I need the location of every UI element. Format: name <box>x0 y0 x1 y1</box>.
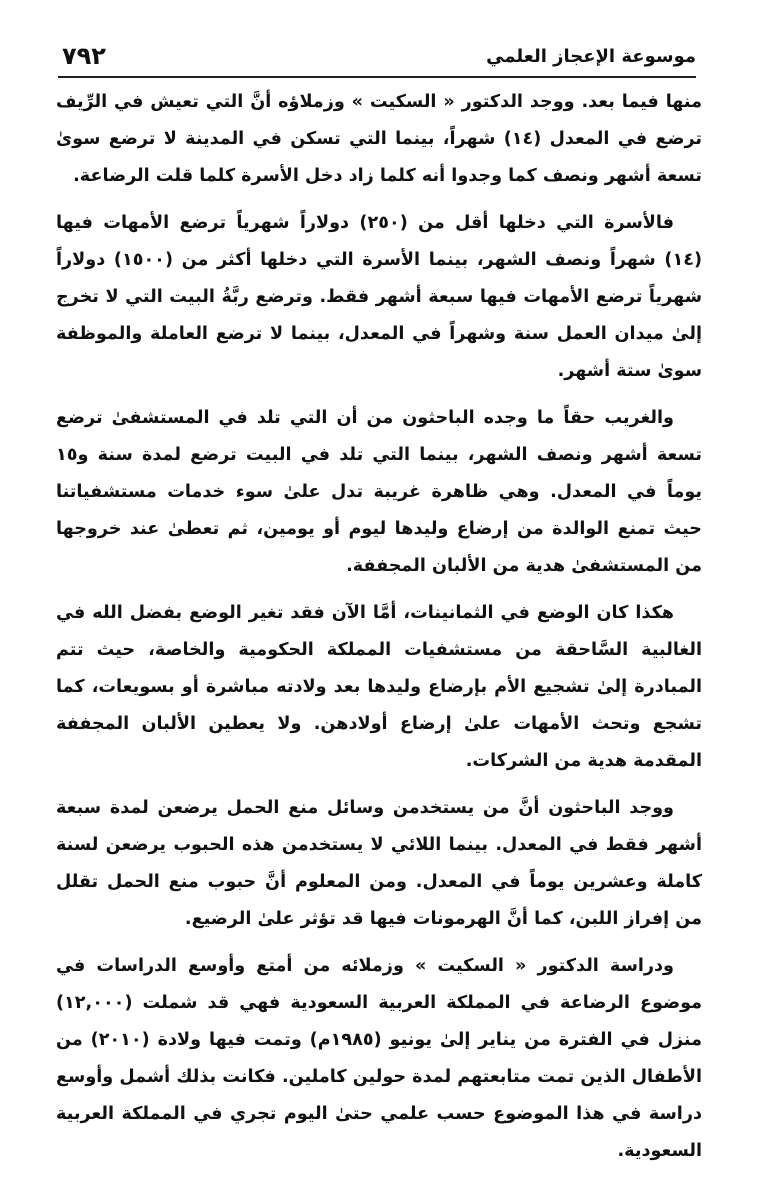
book-title: موسوعة الإعجاز العلمي <box>486 46 696 67</box>
page-body <box>56 84 702 1180</box>
page-header <box>58 40 696 78</box>
paragraph-5: ووجد الباحثون أنَّ من يستخدمن وسائل منع الحمل يرضعن لمدة سبعة أشهر فقط في المعدل. بينما اللائي لا يستخدمن هذه الحبوب يرضعن لسنة كاملة وعشرين يوماً في المعدل. ومن المعلوم أنَّ حبوب منع الحمل تقلل من إفراز اللبن، كما أنَّ الهرمونات فيها قد تؤثر علىٰ الرضيع. <box>56 798 702 929</box>
paragraph-4: هكذا كان الوضع في الثمانينات، أمَّا الآن فقد تغير الوضع بفضل الله في الغالبية السَّاحقة من مستشفيات المملكة الحكومية والخاصة، حيث تتم المبادرة إلىٰ تشجيع الأم بإرضاع وليدها بعد ولادته مباشرة أو بسويعات، كما تشجع وتحث الأمهات علىٰ إرضاع أولادهن. ولا يعطين الألبان المجففة المقدمة هدية من الشركات. <box>56 603 702 771</box>
paragraph-6: ودراسة الدكتور « السكيت » وزملائه من أمتع وأوسع الدراسات في موضوع الرضاعة في المملكة العربية السعودية فهي قد شملت (١٢,٠٠٠) منزل في الفترة من يناير إلىٰ يونيو (١٩٨٥م) وتمت فيها ولادة (٢٠١٠) من الأطفال الذين تمت متابعتهم لمدة حولين كاملين. فكانت بذلك أشمل وأوسع دراسة في هذا الموضوع حسب علمي حتىٰ اليوم تجري في المملكة العربية السعودية. <box>56 956 702 1161</box>
page-number: ٧٩٢ <box>62 42 106 70</box>
paragraph-1: منها فيما بعد. ووجد الدكتور « السكيت » وزملاؤه أنَّ التي تعيش في الرِّيف ترضع في المعدل (١٤) شهراً، بينما التي تسكن في المدينة لا ترضع سوىٰ تسعة أشهر ونصف كما وجدوا أنه كلما زاد دخل الأسرة كلما قلت الرضاعة. <box>56 92 702 186</box>
paragraph-3: والغريب حقاً ما وجده الباحثون من أن التي تلد في المستشفىٰ ترضع تسعة أشهر ونصف الشهر، بينما التي تلد في البيت ترضع لمدة سنة و١٥ يوماً في المعدل. وهي ظاهرة غريبة تدل علىٰ سوء خدمات مستشفياتنا حيث تمنع الوالدة من إرضاع وليدها ليوم أو يومين، ثم تعطىٰ عند خروجها من المستشفىٰ هدية من الألبان المجففة. <box>56 408 702 576</box>
paragraph-2: فالأسرة التي دخلها أقل من (٢٥٠) دولاراً شهرياً ترضع الأمهات فيها (١٤) شهراً ونصف الشهر، بينما الأسرة التي دخلها أكثر من (١٥٠٠) دولاراً شهرياً ترضع الأمهات فيها سبعة أشهر فقط. وترضع ربَّةُ البيت التي لا تخرج إلىٰ ميدان العمل سنة وشهراً في المعدل، بينما لا ترضع العاملة والموظفة سوىٰ ستة أشهر. <box>56 213 702 381</box>
